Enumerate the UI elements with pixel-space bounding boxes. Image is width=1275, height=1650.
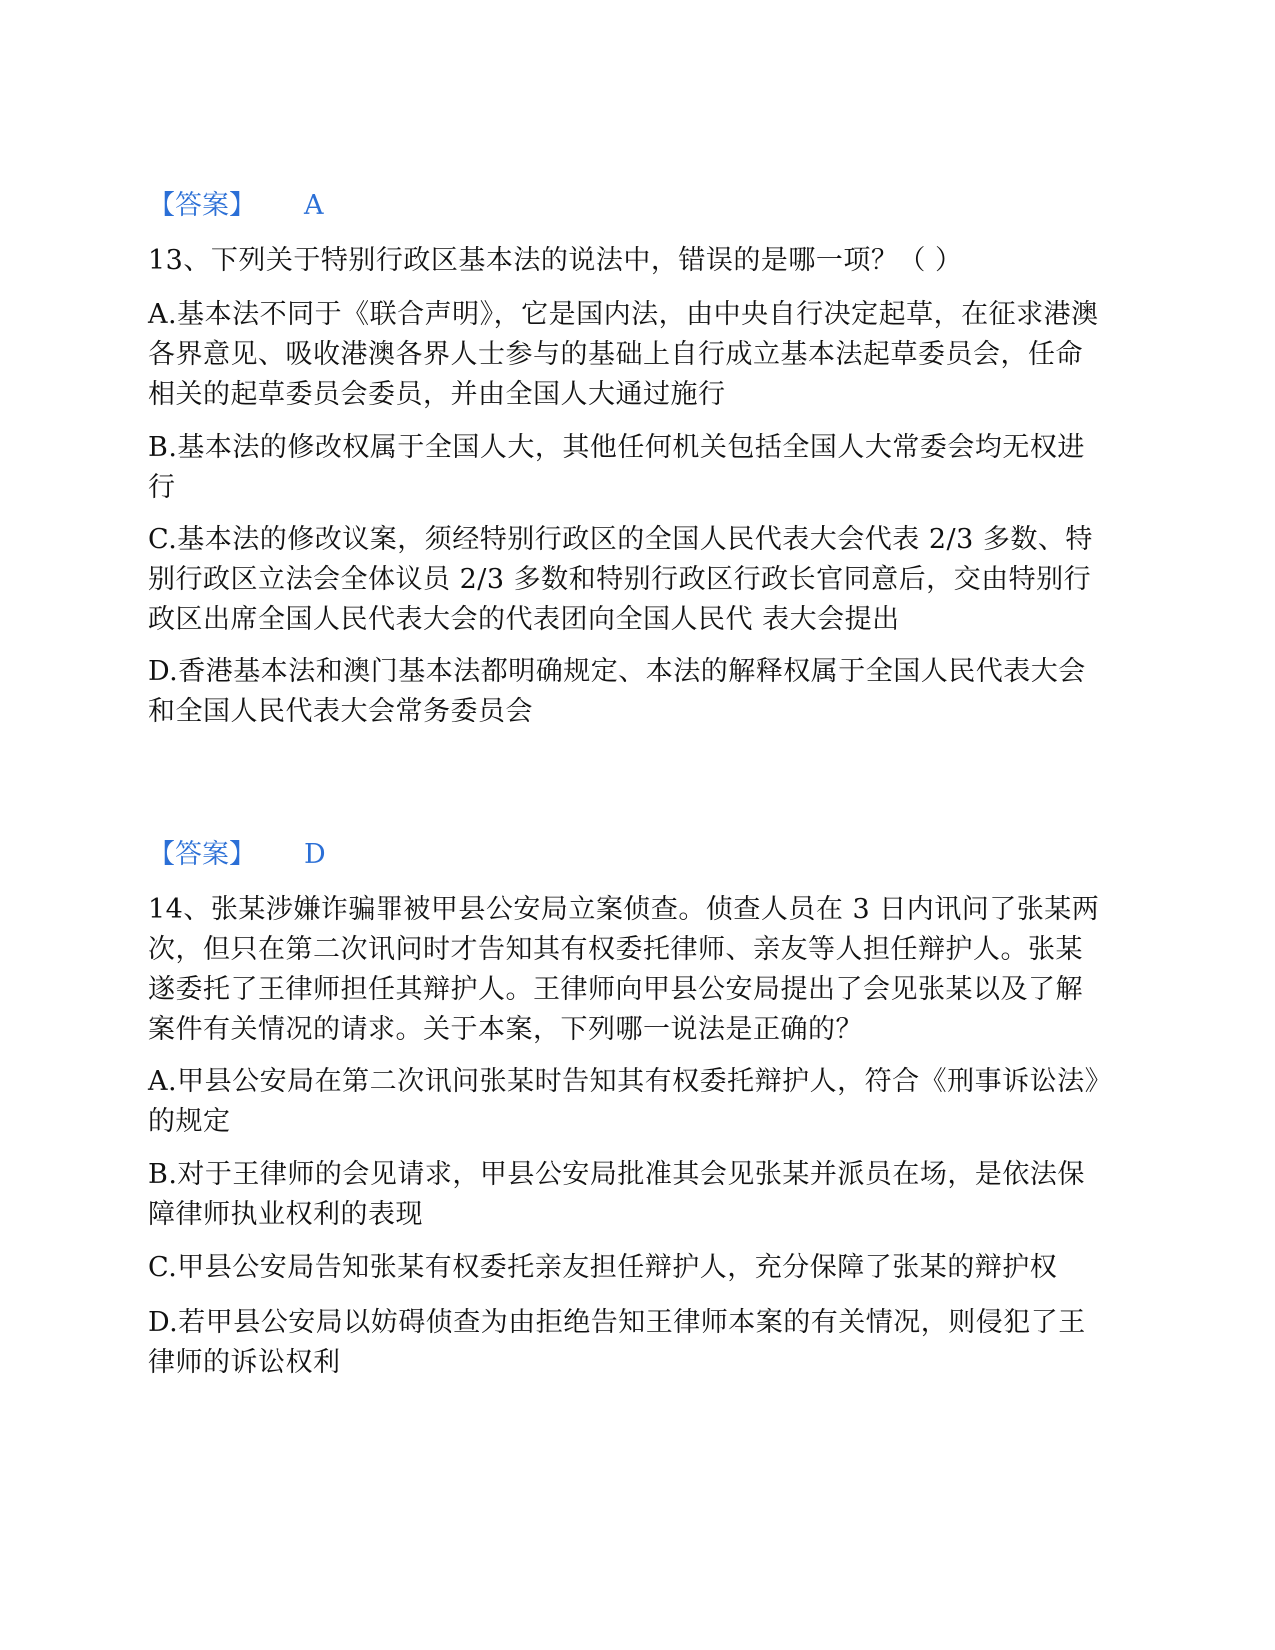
answer-label: 【答案】 [148,190,256,221]
answer-value: D [304,839,326,870]
question-14-option-a: A.甲县公安局在第二次讯问张某时告知其有权委托辩护人，符合《刑事诉讼法》的规定 [148,1066,1099,1137]
question-14-option-c: C.甲县公安局告知张某有权委托亲友担任辩护人，充分保障了张某的辩护权 [148,1252,1058,1283]
question-13-stem: 13、下列关于特别行政区基本法的说法中，错误的是哪一项？（ ） [148,245,963,276]
question-14-option-b: B.对于王律师的会见请求，甲县公安局批准其会见张某并派员在场，是依法保障律师执业权利的表现 [148,1159,1085,1230]
question-13-option-c: C.基本法的修改议案，须经特别行政区的全国人民代表大会代表 2/3 多数、特别行政区立法会全体议员 2/3 多数和特别行政区行政长官同意后，交由特别行政区出席全国人民代表大会的代表团向全国人民代 表大会提出 [148,524,1093,635]
answer-label: 【答案】 [148,839,256,870]
question-13-option-a: A.基本法不同于《联合声明》，它是国内法，由中央自行决定起草，在征求港澳各界意见、吸收港澳各界人士参与的基础上自行成立基本法起草委员会，任命相关的起草委员会委员，并由全国人大通过施行 [148,299,1099,410]
answer-line-q13 [148,835,1108,875]
answer-line-q12 [148,186,1108,226]
question-13-option-d: D.香港基本法和澳门基本法都明确规定、本法的解释权属于全国人民代表大会和全国人民代表大会常务委员会 [148,656,1086,727]
question-13-option-b: B.基本法的修改权属于全国人大，其他任何机关包括全国人大常委会均无权进行 [148,432,1085,503]
answer-value: A [304,190,324,221]
question-14-option-d: D.若甲县公安局以妨碍侦查为由拒绝告知王律师本案的有关情况，则侵犯了王律师的诉讼权利 [148,1307,1086,1378]
question-14-stem: 14、张某涉嫌诈骗罪被甲县公安局立案侦查。侦查人员在 3 日内讯问了张某两次，但只在第二次讯问时才告知其有权委托律师、亲友等人担任辩护人。张某遂委托了王律师担任其辩护人。王律师向甲县公安局提出了会见张某以及了解案件有关情况的请求。关于本案，下列哪一说法是正确的？ [148,894,1100,1045]
